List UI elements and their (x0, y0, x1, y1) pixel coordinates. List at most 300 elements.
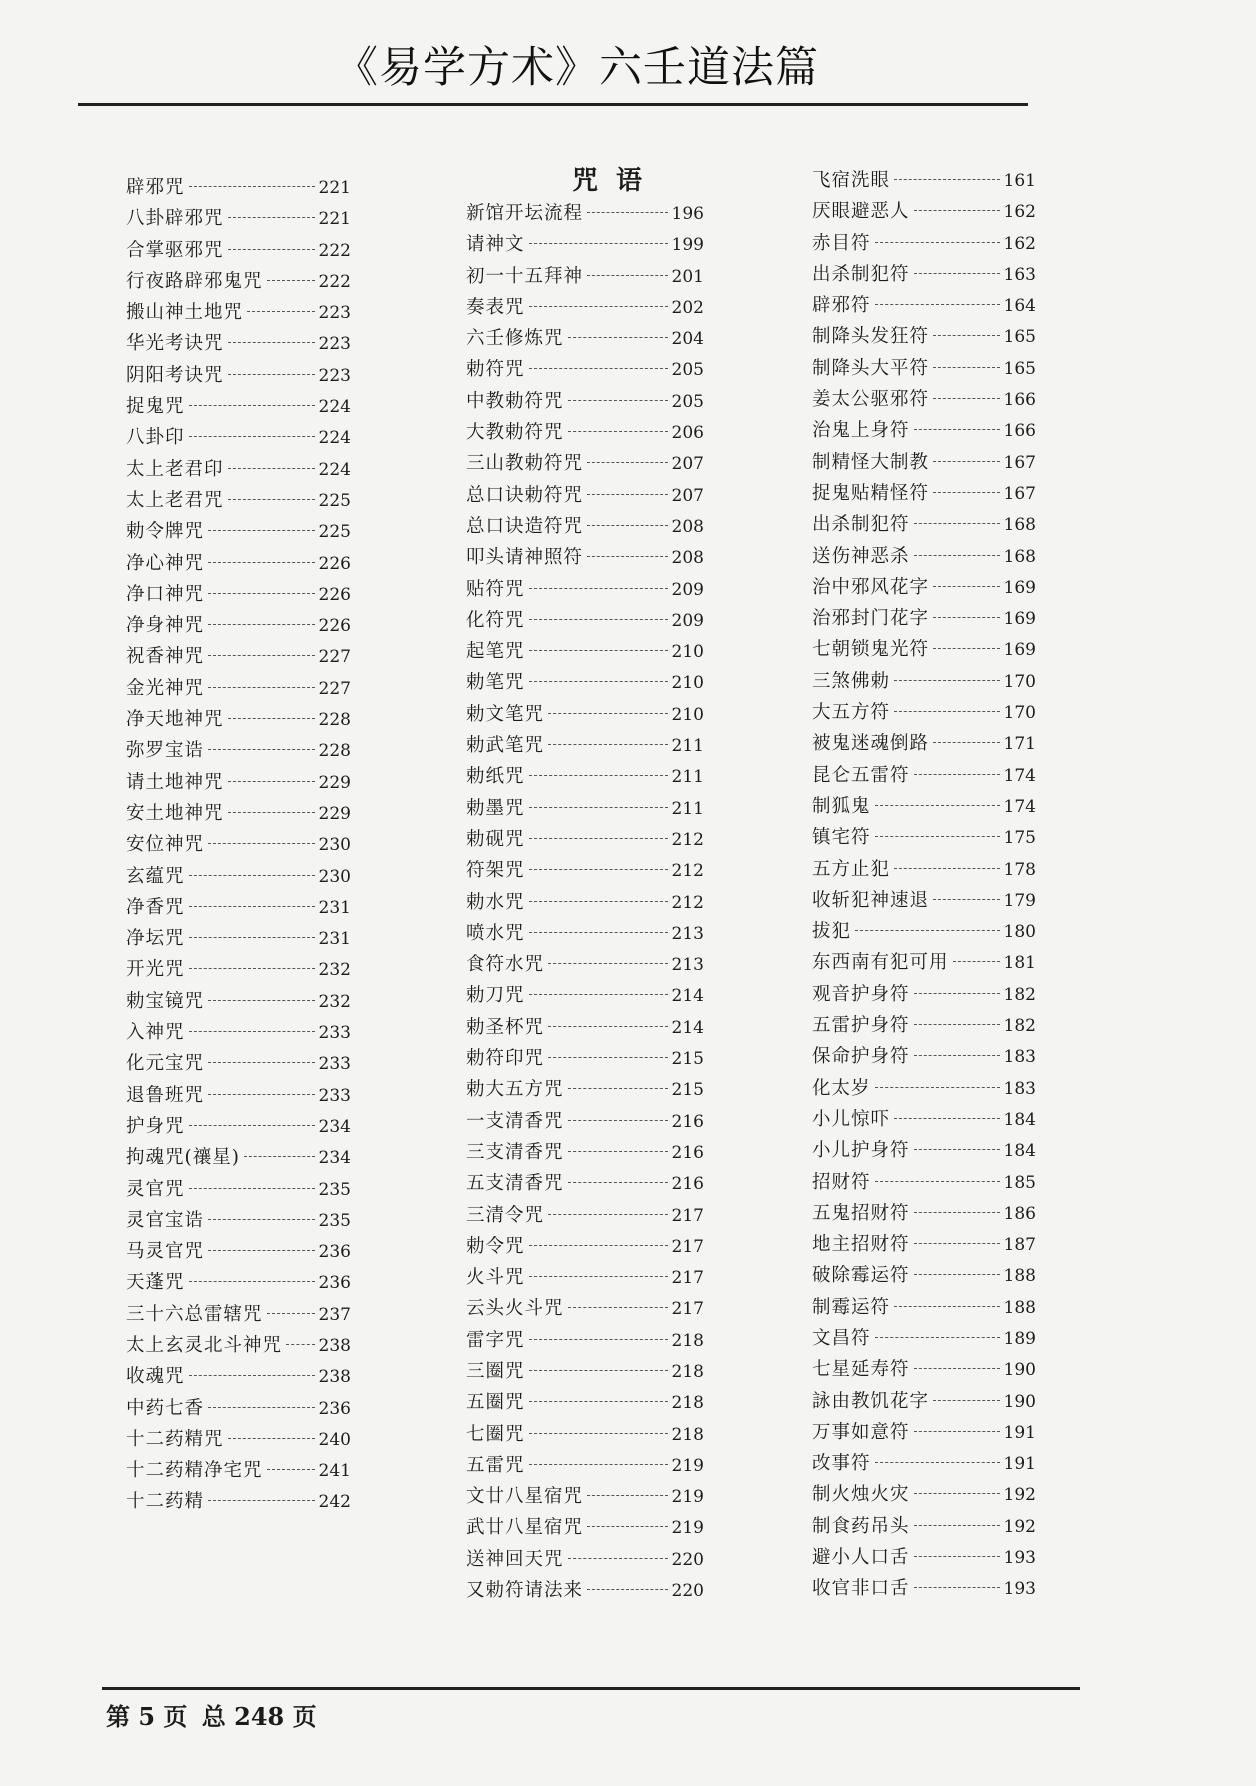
toc-entry-title: 被鬼迷魂倒路 (812, 733, 930, 755)
toc-entry-page: 240 (318, 1429, 351, 1450)
toc-entry (126, 422, 351, 453)
toc-entry-page: 213 (671, 955, 704, 976)
dot-leader (587, 462, 668, 463)
toc-entry (466, 887, 704, 918)
dot-leader (914, 210, 1000, 211)
toc-entry-page: 209 (671, 610, 704, 631)
toc-entry-title: 观音护身符 (812, 983, 910, 1005)
toc-entry-page: 187 (1003, 1235, 1036, 1256)
dot-leader (894, 1118, 1000, 1119)
dot-leader (529, 1245, 668, 1246)
toc-entry-page: 188 (1003, 1297, 1036, 1318)
toc-entry-title: 勅刀咒 (466, 985, 525, 1007)
toc-entry-page: 192 (1003, 1516, 1036, 1537)
toc-entry-title: 三山教勅符咒 (466, 453, 584, 475)
toc-entry-title: 招财符 (812, 1171, 871, 1193)
toc-entry (466, 1419, 704, 1450)
dot-leader (933, 1400, 1000, 1401)
dot-leader (914, 1556, 1000, 1557)
dot-leader (875, 304, 1000, 305)
toc-entry-page: 224 (318, 459, 351, 480)
toc-entry-title: 勅大五方咒 (466, 1079, 564, 1101)
dot-leader (228, 468, 315, 469)
toc-entry-title: 化太岁 (812, 1077, 871, 1099)
toc-entry (812, 447, 1036, 478)
dot-leader (529, 368, 668, 369)
dot-leader (568, 431, 668, 432)
toc-entry-title: 祝香神咒 (126, 646, 205, 668)
toc-entry-title: 云头火斗咒 (466, 1298, 564, 1320)
toc-entry (126, 1048, 351, 1079)
dot-leader (914, 1525, 1000, 1526)
toc-entry-page: 192 (1003, 1485, 1036, 1506)
toc-entry-title: 太上老君印 (126, 458, 224, 480)
toc-entry-page: 226 (318, 584, 351, 605)
toc-entry (466, 386, 704, 417)
dot-leader (529, 650, 668, 651)
toc-entry (812, 603, 1036, 634)
dot-leader (914, 1274, 1000, 1275)
dot-leader (247, 311, 315, 312)
toc-entry-title: 勅纸咒 (466, 766, 525, 788)
toc-entry-title: 灵官咒 (126, 1178, 185, 1200)
toc-entry (812, 1073, 1036, 1104)
toc-entry-page: 233 (318, 1054, 351, 1075)
toc-entry-page: 164 (1003, 296, 1036, 317)
toc-entry-page: 212 (671, 829, 704, 850)
dot-leader (208, 530, 315, 531)
dot-leader (267, 280, 315, 281)
toc-entry (466, 793, 704, 824)
toc-entry (126, 1393, 351, 1424)
toc-entry-page: 234 (318, 1148, 351, 1169)
toc-entry-page: 207 (671, 485, 704, 506)
toc-entry-page: 196 (671, 204, 704, 224)
dot-leader (933, 367, 1000, 368)
toc-entry-title: 奏表咒 (466, 296, 525, 318)
toc-entry (126, 1267, 351, 1298)
toc-entry (812, 916, 1036, 947)
toc-entry-title: 捉鬼咒 (126, 396, 185, 418)
toc-entry (812, 1292, 1036, 1323)
toc-entry-page: 218 (671, 1424, 704, 1445)
toc-entry-title: 叩头请神照符 (466, 547, 584, 569)
dot-leader (933, 742, 1000, 743)
toc-entry-title: 出杀制犯符 (812, 514, 910, 536)
toc-entry-page: 163 (1003, 264, 1036, 285)
dot-leader (228, 374, 315, 375)
dot-leader (894, 711, 1000, 712)
toc-entry-title: 三十六总雷辖咒 (126, 1303, 263, 1325)
toc-entry-title: 勅墨咒 (466, 797, 525, 819)
toc-entry-page: 201 (671, 266, 704, 287)
toc-entry-title: 十二药精咒 (126, 1428, 224, 1450)
toc-entry-page: 223 (318, 303, 351, 324)
dot-leader (529, 1276, 668, 1277)
toc-entry-page: 219 (671, 1455, 704, 1476)
toc-entry (812, 478, 1036, 509)
toc-entry-title: 天蓬咒 (126, 1272, 185, 1294)
toc-entry (466, 1106, 704, 1137)
toc-entry-page: 223 (318, 334, 351, 355)
toc-entry-page: 193 (1003, 1548, 1036, 1569)
dot-leader (914, 1212, 1000, 1213)
toc-entry-page: 222 (318, 271, 351, 292)
toc-entry-page: 211 (671, 736, 704, 757)
toc-entry (812, 760, 1036, 791)
toc-entry (466, 1481, 704, 1512)
toc-entry-title: 勅文笔咒 (466, 703, 545, 725)
toc-entry-title: 勅令咒 (466, 1235, 525, 1257)
toc-entry-page: 169 (1003, 640, 1036, 661)
dot-leader (875, 836, 1000, 837)
toc-entry (812, 1511, 1036, 1542)
toc-entry-title: 净坛咒 (126, 928, 185, 950)
toc-entry-page: 220 (671, 1549, 704, 1570)
dot-leader (914, 1024, 1000, 1025)
toc-entry-title: 弥罗宝诰 (126, 740, 205, 762)
toc-entry-page: 181 (1003, 953, 1036, 974)
toc-entry (126, 641, 351, 672)
dot-leader (875, 805, 1000, 806)
toc-entry-page: 220 (671, 1581, 704, 1602)
toc-entry (466, 292, 704, 323)
dot-leader (914, 1587, 1000, 1588)
toc-entry-page: 214 (671, 986, 704, 1007)
toc-entry (466, 1512, 704, 1543)
toc-entry (126, 829, 351, 860)
toc-entry-title: 武廿八星宿咒 (466, 1517, 584, 1539)
dot-leader (189, 1375, 315, 1376)
toc-entry (812, 1260, 1036, 1291)
toc-entry (812, 1386, 1036, 1417)
toc-entry (466, 1137, 704, 1168)
toc-entry-page: 184 (1003, 1109, 1036, 1130)
dot-leader (914, 1243, 1000, 1244)
toc-entry-title: 小儿惊吓 (812, 1108, 891, 1130)
toc-entry-title: 文昌符 (812, 1327, 871, 1349)
dot-leader (189, 906, 315, 907)
dot-leader (894, 1306, 1000, 1307)
toc-entry (812, 1417, 1036, 1448)
dot-leader (529, 932, 668, 933)
dot-leader (189, 1188, 315, 1189)
toc-entry-title: 五雷护身符 (812, 1015, 910, 1037)
toc-entry (466, 198, 704, 229)
toc-entry-page: 230 (318, 835, 351, 856)
toc-entry-title: 初一十五拜神 (466, 265, 584, 287)
toc-entry (812, 228, 1036, 259)
page-number: 第 5 页 (106, 1702, 188, 1731)
toc-entry (812, 1041, 1036, 1072)
dot-leader (568, 400, 668, 401)
toc-entry-page: 231 (318, 897, 351, 918)
toc-entry-title: 合掌驱邪咒 (126, 239, 224, 261)
toc-entry-title: 起笔咒 (466, 641, 525, 663)
toc-entry (126, 485, 351, 516)
toc-entry (466, 1168, 704, 1199)
toc-entry-page: 211 (671, 798, 704, 819)
toc-entry-title: 金光神咒 (126, 677, 205, 699)
toc-entry-page: 229 (318, 772, 351, 793)
toc-entry (466, 761, 704, 792)
toc-entry-title: 五鬼招财符 (812, 1202, 910, 1224)
toc-entry-page: 167 (1003, 452, 1036, 473)
toc-entry (812, 196, 1036, 227)
toc-column-2-list (466, 198, 726, 1606)
toc-entry-title: 华光考诀咒 (126, 333, 224, 355)
toc-entry-title: 太上老君咒 (126, 489, 224, 511)
toc-entry (812, 822, 1036, 853)
toc-entry-title: 阴阳考诀咒 (126, 364, 224, 386)
toc-entry-title: 捉鬼贴精怪符 (812, 482, 930, 504)
toc-entry-page: 225 (318, 522, 351, 543)
toc-entry-page: 175 (1003, 828, 1036, 849)
toc-entry (466, 636, 704, 667)
toc-entry (466, 1450, 704, 1481)
dot-leader (894, 179, 1000, 180)
toc-entry-title: 七星延寿符 (812, 1359, 910, 1381)
toc-entry (466, 229, 704, 260)
toc-entry (126, 1455, 351, 1486)
toc-entry (126, 923, 351, 954)
toc-entry-page: 224 (318, 428, 351, 449)
toc-entry-title: 勅符咒 (466, 359, 525, 381)
toc-entry-page: 242 (318, 1492, 351, 1513)
toc-entry (812, 572, 1036, 603)
toc-entry-page: 208 (671, 516, 704, 537)
toc-entry-page: 174 (1003, 796, 1036, 817)
toc-entry-title: 净天地神咒 (126, 709, 224, 731)
toc-entry-page: 236 (318, 1273, 351, 1294)
toc-entry (812, 1198, 1036, 1229)
toc-entry-page: 178 (1003, 859, 1036, 880)
dot-leader (548, 1057, 668, 1058)
toc-entry-page: 217 (671, 1236, 704, 1257)
toc-entry (812, 854, 1036, 885)
dot-leader (933, 461, 1000, 462)
dot-leader (208, 1250, 315, 1251)
toc-entry-page: 210 (671, 704, 704, 725)
dot-leader (933, 899, 1000, 900)
toc-entry (466, 354, 704, 385)
dot-leader (914, 1493, 1000, 1494)
toc-entry-title: 大教勅符咒 (466, 422, 564, 444)
toc-entry-page: 219 (671, 1487, 704, 1508)
toc-entry-title: 辟邪符 (812, 295, 871, 317)
dot-leader (914, 993, 1000, 994)
toc-entry-page: 206 (671, 423, 704, 444)
toc-entry-title: 八卦辟邪咒 (126, 208, 224, 230)
dot-leader (189, 968, 315, 969)
toc-entry-title: 破除霉运符 (812, 1265, 910, 1287)
dot-leader (208, 749, 315, 750)
toc-entry (466, 1200, 704, 1231)
toc-entry-title: 喷水咒 (466, 922, 525, 944)
toc-entry-title: 入神咒 (126, 1022, 185, 1044)
toc-entry-title: 五雷咒 (466, 1454, 525, 1476)
toc-entry (466, 323, 704, 354)
toc-entry (126, 673, 351, 704)
toc-entry-title: 大五方符 (812, 702, 891, 724)
toc-entry (812, 384, 1036, 415)
toc-entry (466, 1074, 704, 1105)
toc-entry (126, 266, 351, 297)
toc-entry (812, 321, 1036, 352)
toc-entry-title: 制降头发狂符 (812, 326, 930, 348)
dot-leader (529, 775, 668, 776)
toc-entry-page: 180 (1003, 922, 1036, 943)
toc-entry-title: 三清令咒 (466, 1204, 545, 1226)
toc-entry-title: 又勅符请法来 (466, 1580, 584, 1602)
toc-entry-title: 安位神咒 (126, 834, 205, 856)
toc-entry (126, 1424, 351, 1455)
toc-entry-page: 212 (671, 861, 704, 882)
toc-entry (126, 1205, 351, 1236)
dot-leader (587, 1589, 668, 1590)
dot-leader (568, 1182, 668, 1183)
dot-leader (529, 807, 668, 808)
toc-entry-title: 辟邪咒 (126, 177, 185, 198)
toc-entry-page: 217 (671, 1205, 704, 1226)
toc-entry-title: 化符咒 (466, 609, 525, 631)
toc-entry-title: 七圈咒 (466, 1423, 525, 1445)
toc-entry-title: 搬山神土地咒 (126, 302, 244, 324)
toc-entry-page: 183 (1003, 1078, 1036, 1099)
dot-leader (875, 1462, 1000, 1463)
dot-leader (228, 342, 315, 343)
toc-entry-title: 收魂咒 (126, 1366, 185, 1388)
toc-entry-title: 中教勅符咒 (466, 390, 564, 412)
dot-leader (208, 624, 315, 625)
toc-entry-title: 勅笔咒 (466, 672, 525, 694)
dot-leader (189, 875, 315, 876)
section-heading: 咒语 (571, 166, 660, 196)
dot-leader (587, 1495, 668, 1496)
dot-leader (208, 562, 315, 563)
toc-entry (466, 730, 704, 761)
toc-entry-page: 168 (1003, 546, 1036, 567)
toc-entry-title: 勅武笔咒 (466, 735, 545, 757)
toc-entry (126, 861, 351, 892)
dot-leader (529, 901, 668, 902)
dot-leader (587, 275, 668, 276)
toc-entry-page: 204 (671, 329, 704, 350)
toc-entry-page: 166 (1003, 421, 1036, 442)
toc-entry (126, 1236, 351, 1267)
dot-leader (189, 1031, 315, 1032)
toc-entry-title: 三煞佛勅 (812, 670, 891, 692)
dot-leader (529, 588, 668, 589)
toc-entry-page: 191 (1003, 1422, 1036, 1443)
toc-entry-title: 三圈咒 (466, 1360, 525, 1382)
toc-entry-title: 送伤神恶杀 (812, 545, 910, 567)
toc-entry-title: 拘魂咒(禳星) (126, 1147, 240, 1169)
toc-entry-page: 186 (1003, 1203, 1036, 1224)
toc-entry (466, 542, 704, 573)
toc-entry-page: 185 (1003, 1172, 1036, 1193)
toc-entry-title: 飞宿洗眼 (812, 170, 891, 191)
toc-entry-page: 193 (1003, 1579, 1036, 1600)
toc-entry-page: 231 (318, 929, 351, 950)
toc-entry-title: 太上玄灵北斗神咒 (126, 1334, 283, 1356)
dot-leader (548, 1026, 668, 1027)
toc-entry-page: 229 (318, 803, 351, 824)
toc-entry-title: 送神回天咒 (466, 1548, 564, 1570)
dot-leader (189, 1125, 315, 1126)
toc-entry (126, 954, 351, 985)
toc-entry-page: 218 (671, 1330, 704, 1351)
toc-entry (812, 1229, 1036, 1260)
toc-entry-title: 总口诀造符咒 (466, 515, 584, 537)
toc-column-2 (466, 164, 726, 1606)
toc-entry-title: 化元宝咒 (126, 1053, 205, 1075)
toc-entry-page: 167 (1003, 483, 1036, 504)
dot-leader (228, 249, 315, 250)
toc-entry-page: 233 (318, 1023, 351, 1044)
toc-entry-page: 216 (671, 1174, 704, 1195)
dot-leader (529, 1464, 668, 1465)
dot-leader (568, 1307, 668, 1308)
toc-entry-title: 一支清香咒 (466, 1110, 564, 1132)
toc-entry-title: 保命护身符 (812, 1046, 910, 1068)
toc-entry (812, 666, 1036, 697)
toc-entry-title: 五支清香咒 (466, 1173, 564, 1195)
toc-entry (466, 1575, 704, 1606)
toc-entry-page: 219 (671, 1518, 704, 1539)
dot-leader (208, 1407, 315, 1408)
toc-entry (126, 454, 351, 485)
dot-leader (548, 744, 668, 745)
toc-entry (126, 203, 351, 234)
toc-entry-page: 213 (671, 923, 704, 944)
toc-entry-page: 182 (1003, 1016, 1036, 1037)
dot-leader (568, 1558, 668, 1559)
toc-entry (126, 516, 351, 547)
toc-entry (812, 1135, 1036, 1166)
toc-entry-page: 226 (318, 553, 351, 574)
toc-entry-title: 请神文 (466, 234, 525, 256)
toc-entry-page: 225 (318, 490, 351, 511)
toc-entry-page: 170 (1003, 671, 1036, 692)
dot-leader (228, 812, 315, 813)
page-title: 《易学方术》六壬道法篇 (335, 43, 819, 93)
dot-leader (548, 963, 668, 964)
toc-entry-page: 169 (1003, 577, 1036, 598)
toc-entry-title: 五方止犯 (812, 858, 891, 880)
toc-entry-page: 241 (318, 1461, 351, 1482)
dot-leader (208, 687, 315, 688)
toc-entry (812, 290, 1036, 321)
toc-entry-title: 行夜路辟邪鬼咒 (126, 270, 263, 292)
toc-entry-page: 166 (1003, 390, 1036, 411)
toc-entry (812, 1323, 1036, 1354)
toc-entry-page: 228 (318, 741, 351, 762)
toc-entry (812, 728, 1036, 759)
toc-entry-page: 182 (1003, 984, 1036, 1005)
toc-entry-title: 五圈咒 (466, 1392, 525, 1414)
dot-leader (568, 1151, 668, 1152)
dot-leader (208, 593, 315, 594)
toc-entry-page: 212 (671, 892, 704, 913)
toc-entry (466, 1544, 704, 1575)
dot-leader (228, 718, 315, 719)
toc-entry-title: 开光咒 (126, 959, 185, 981)
toc-entry-page: 199 (671, 235, 704, 256)
toc-entry (466, 1325, 704, 1356)
toc-entry-title: 贴符咒 (466, 578, 525, 600)
toc-entry-page: 210 (671, 642, 704, 663)
